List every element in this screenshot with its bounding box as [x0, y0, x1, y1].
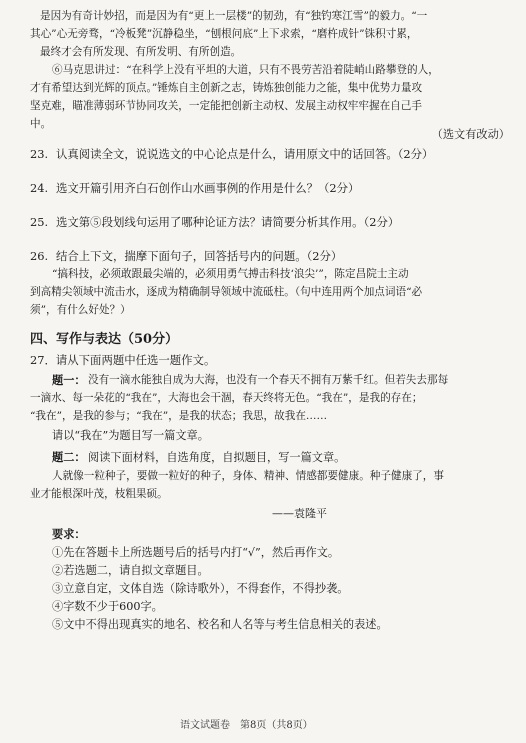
question-text: 选文开篇引用齐白石创作山水画事例的作用是什么？（2分） — [56, 181, 360, 195]
topic1-line: 没有一滴水能独自成为大海，也没有一个春天不拥有万紫千红。但若失去那每 — [88, 374, 449, 386]
question-number: 26. — [30, 249, 49, 263]
passage-line: 坚克难，瞄准薄弱环节协同攻关，一定能把创新主动权、发展主动权牢牢握在自己手 — [30, 100, 422, 112]
passage-line: 最终才会有所发现、有所发明、有所创造。 — [40, 46, 242, 58]
topic2-first: 阅读下面材料，自选角度，自拟题目，写一篇文章。 — [88, 451, 346, 464]
question-text: 结合上下文，揣摩下面句子，回答括号内的问题。（2分） — [56, 249, 343, 263]
question-number: 24. — [30, 181, 49, 195]
question-number: 25. — [30, 215, 49, 229]
requirement-item: ⑤文中不得出现真实的地名、校名和人名等与考生信息相关的表述。 — [52, 618, 388, 631]
topic2-author: ——袁隆平 — [272, 507, 327, 520]
page-footer: 语文试题卷 第8页（共8页） — [180, 720, 313, 731]
question-text: 认真阅读全文，说说选文的中心论点是什么，请用原文中的话回答。（2分） — [56, 147, 434, 161]
topic1-line: “我在”，是我的参与；“我在”，是我的状态；我思，故我在…… — [30, 410, 328, 422]
topic2-quote-line: 人就像一粒种子，要做一粒好的种子，身体、精神、情感都要健康。种子健康了，事 — [52, 470, 444, 482]
passage-line: ⑥马克思讲过：“在科学上没有平坦的大道，只有不畏劳苦沿着陡峭山路攀登的人， — [52, 64, 439, 76]
q26-quote-line: “搞科技，必须敢跟最尖端的，必须用勇气搏击科技‘浪尖’”，陈定昌院士主动 — [52, 268, 409, 280]
section-title: 四、写作与表达（50分） — [30, 332, 179, 347]
topic2-quote-line: 业才能根深叶茂，枝粗果硕。 — [30, 488, 168, 500]
passage-line: 才有希望达到光辉的顶点。”锤炼自主创新之志，铸炼独创能力之能，集中优势力量攻 — [30, 82, 423, 94]
topic1-label: 题一： — [52, 373, 86, 387]
q26-quote-line: 须”，有什么好处？） — [30, 304, 131, 316]
requirement-item: ②若选题二，请自拟文章题目。 — [52, 564, 209, 577]
q27-lead: 27．请从下面两题中任选一题作文。 — [30, 353, 216, 367]
requirement-item: ③立意自定，文体自选（除诗歌外），不得套作，不得抄袭。 — [52, 582, 349, 595]
requirements-title: 要求： — [52, 527, 86, 541]
requirement-item: ④字数不少于600字。 — [52, 600, 163, 613]
passage-line: 其心”心无旁骛，“冷板凳”沉静稳坐，“刨根问底”上下求索，“磨杵成针”铢积寸累， — [30, 28, 418, 40]
passage-line: 中。 — [30, 118, 52, 130]
source-note: （选文有改动） — [431, 128, 510, 141]
topic1-line: 一滴水、每一朵花的“我在”，大海也会干涸，春天终将无色。“我在”，是我的存在； — [30, 392, 423, 404]
topic1-task: 请以“我在”为题目写一篇文章。 — [52, 429, 209, 442]
topic2-label: 题二： — [52, 450, 86, 464]
requirement-item: ①先在答题卡上所选题号后的括号内打“√”，然后再作文。 — [52, 546, 340, 559]
passage-line: 是因为有奇计妙招，而是因为有“更上一层楼”的韧劲，有“独钓寒江雪”的毅力。“一 — [40, 10, 428, 22]
question-number: 23. — [30, 147, 49, 161]
question-text: 选文第⑤段划线句运用了哪种论证方法？请简要分析其作用。（2分） — [56, 215, 400, 229]
q26-quote-line: 到高精尖领域中流击水，逐成为精确制导领域中流砥柱。（句中连用两个加点词语“必 — [30, 286, 423, 298]
